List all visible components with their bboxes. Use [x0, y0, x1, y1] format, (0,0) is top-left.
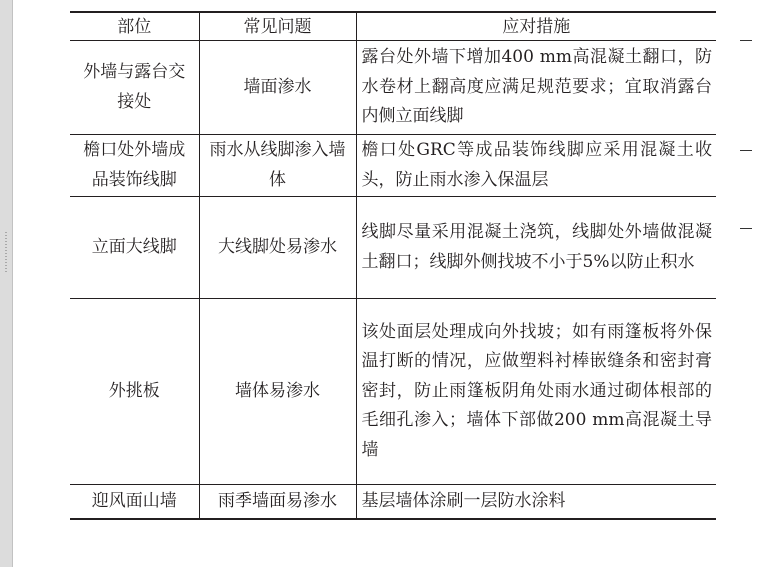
table-row [70, 299, 716, 485]
cell-problem [199, 41, 356, 135]
crop-mark [740, 150, 752, 151]
cell-part [70, 135, 199, 197]
header-problem: 常见问题 [199, 12, 356, 41]
part-text: 外挑板 [108, 380, 160, 401]
table-row [70, 135, 716, 197]
part-text: 立面大线脚 [91, 236, 177, 257]
table-row [70, 41, 716, 135]
crop-mark [740, 228, 752, 229]
part-text: 檐口处外墙成品装饰线脚 [83, 140, 186, 190]
table-row [70, 485, 716, 519]
cell-problem [199, 299, 356, 485]
problem-text: 墙体易渗水 [235, 380, 320, 401]
cell-problem [199, 135, 356, 197]
cell-part [70, 41, 199, 135]
cell-measure: 该处面层处理成向外找坡；如有雨篷板将外保温打断的情况，应做塑料衬棒嵌缝条和密封膏密封，防止雨篷板阴角处雨水通过砌体根部的毛细孔渗入；墙体下部做200 mm高混凝土导墙 [356, 299, 716, 485]
header-part: 部位 [70, 12, 199, 41]
cell-measure: 露台处外墙下增加400 mm高混凝土翻口，防水卷材上翻高度应满足规范要求；宜取消露台内侧立面线脚 [356, 41, 716, 135]
problem-text: 雨季墙面易渗水 [218, 490, 337, 511]
cell-part [70, 197, 199, 299]
table-row [70, 197, 716, 299]
cell-part [70, 485, 199, 519]
header-measure: 应对措施 [356, 12, 716, 41]
problem-text: 墙面渗水 [243, 76, 312, 97]
cell-measure: 基层墙体涂刷一层防水涂料 [356, 485, 716, 519]
crop-mark [740, 40, 752, 41]
cell-problem [199, 197, 356, 299]
cell-measure: 檐口处GRC等成品装饰线脚应采用混凝土收头，防止雨水渗入保温层 [356, 135, 716, 197]
resize-grip-icon[interactable] [5, 232, 7, 274]
page-edge-marks [726, 0, 760, 567]
part-text: 外墙与露台交接处 [83, 62, 186, 112]
viewer-margin-strip [0, 0, 13, 567]
cell-problem [199, 485, 356, 519]
part-text: 迎风面山墙 [91, 490, 177, 511]
cell-measure: 线脚尽量采用混凝土浇筑，线脚处外墙做混凝土翻口；线脚外侧找坡不小于5%以防止积水 [356, 197, 716, 299]
waterproofing-measures-table [70, 11, 716, 520]
problem-text: 大线脚处易渗水 [218, 236, 337, 257]
cell-part [70, 299, 199, 485]
problem-text: 雨水从线脚渗入墙体 [209, 140, 346, 190]
table-header-row [70, 12, 716, 41]
